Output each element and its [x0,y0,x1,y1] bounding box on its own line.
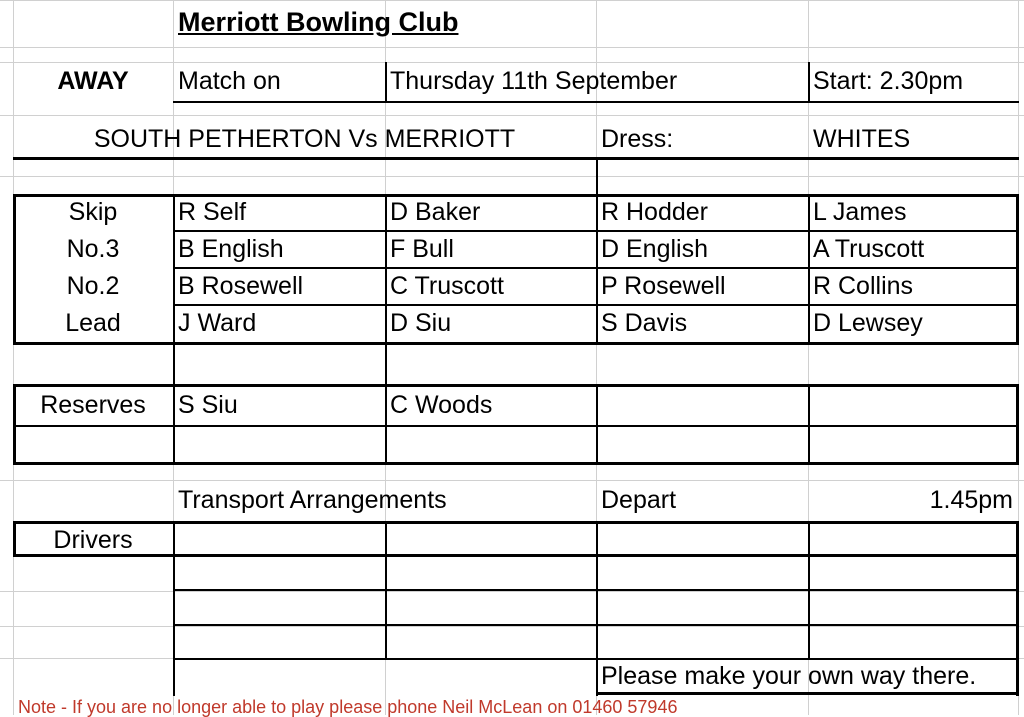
match-date: Thursday 11th September [390,67,678,95]
depart-time: 1.45pm [929,486,1013,514]
player-cell: D Baker [390,198,481,226]
position-label: No.3 [66,235,120,263]
player-cell: D English [601,235,708,263]
player-cell: R Hodder [601,198,708,226]
player-cell: R Self [178,198,247,226]
player-cell: B Rosewell [178,272,304,300]
reserve-name: S Siu [178,391,238,419]
dress-label: Dress: [601,125,674,153]
reserve-name: C Woods [390,391,493,419]
own-way-message: Please make your own way there. [601,662,977,690]
player-cell: P Rosewell [601,272,726,300]
player-cell: S Davis [601,309,688,337]
match-label: Match on [178,67,281,95]
transport-heading: Transport Arrangements [178,486,447,514]
contact-note: Note - If you are no longer able to play please phone Neil McLean on 01460 57946 [18,697,678,717]
position-label: Lead [65,309,121,337]
dress-value: WHITES [813,125,911,153]
reserves-label: Reserves [40,391,146,419]
drivers-label: Drivers [53,526,133,554]
position-label: Skip [68,198,118,226]
player-cell: B English [178,235,284,263]
player-cell: L James [813,198,907,226]
club-title: Merriott Bowling Club [178,7,459,37]
player-cell: D Siu [390,309,452,337]
player-cell: F Bull [390,235,454,263]
player-cell: D Lewsey [813,309,923,337]
player-cell: J Ward [178,309,257,337]
player-cell: C Truscott [390,272,504,300]
depart-label: Depart [601,486,677,514]
fixture-teams: SOUTH PETHERTON Vs MERRIOTT [93,125,516,153]
player-cell: A Truscott [813,235,925,263]
start-time: Start: 2.30pm [813,67,964,95]
position-label: No.2 [66,272,120,300]
player-cell: R Collins [813,272,914,300]
venue-label: AWAY [57,67,129,95]
